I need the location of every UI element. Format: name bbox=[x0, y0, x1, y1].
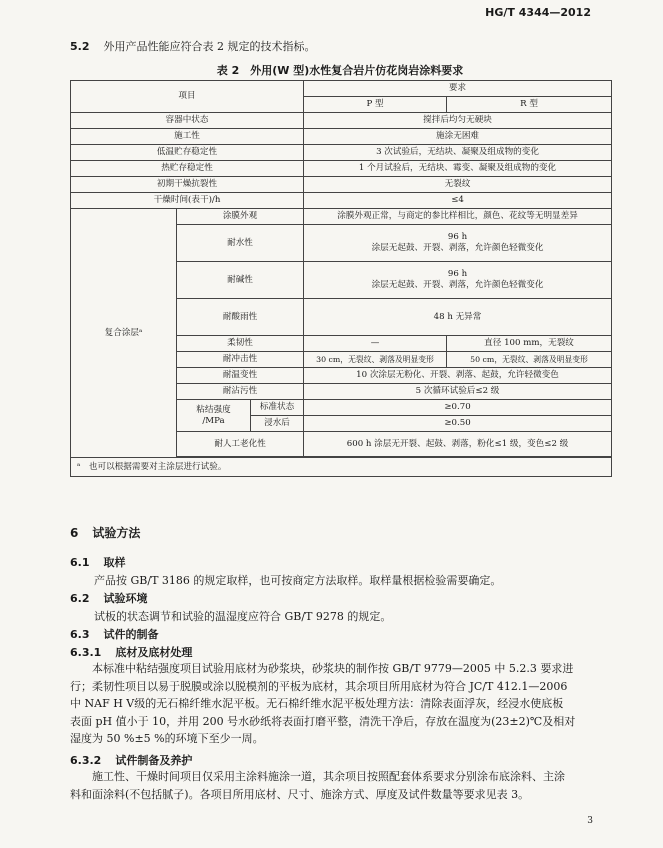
bond-strength-label: 粘结强度 /MPa bbox=[177, 400, 251, 432]
clause-6-1-title: 6.1 取样 bbox=[70, 556, 126, 569]
table-row: 初期干燥抗裂性 bbox=[71, 177, 304, 193]
header-r-type: R 型 bbox=[447, 97, 612, 113]
table-row: 涂膜外观 bbox=[177, 209, 304, 225]
header-item: 项目 bbox=[71, 81, 304, 113]
section-6: 6 试验方法 bbox=[70, 526, 141, 540]
table-row: 低温贮存稳定性 bbox=[71, 145, 304, 161]
header-requirement: 要求 bbox=[304, 81, 612, 97]
table-footnote: ᵃ 也可以根据需要对主涂层进行试验。 bbox=[71, 458, 612, 477]
table-row: 耐水性 bbox=[177, 225, 304, 262]
clause-6-3-2-title: 6.3.2 试件制备及养护 bbox=[70, 754, 193, 767]
table-row: 耐酸雨性 bbox=[177, 299, 304, 336]
page-number: 3 bbox=[587, 816, 593, 826]
table-row: 耐温变性 bbox=[177, 368, 304, 384]
clause-6-3-1-title: 6.3.1 底材及底材处理 bbox=[70, 646, 193, 659]
table-row: 耐沾污性 bbox=[177, 384, 304, 400]
clause-6-1-body: 产品按 GB/T 3186 的规定取样，也可按商定方法取样。取样量根据检验需要确定。 bbox=[94, 574, 502, 587]
clause-6-2-body: 试板的状态调节和试验的温湿度应符合 GB/T 9278 的规定。 bbox=[94, 610, 392, 623]
clause-6-3-title: 6.3 试件的制备 bbox=[70, 628, 159, 641]
table-row: 容器中状态 bbox=[71, 113, 304, 129]
clause-6-3-1-body: 本标准中粘结强度项目试验用底材为砂浆块，砂浆块的制作按 GB/T 9779—2005 中 5.2.3 要求进 行；柔韧性项目以易于脱膜或涂以脱模剂的平板为底材，其余项目所用底材为符合 JC/T 412.1—2006 中 NAF H Ⅴ级的无石棉纤维水泥平板。无石棉纤维水泥平板处理方法：清除表面浮灰，经浸水使底板 表面 pH 值小于 10，并用 200 号水砂纸将表面打磨平整，清洗干净后，存放在温度为(23±2)℃及相对 湿度为 50 %±5 %的环境下至少一周。 bbox=[70, 662, 576, 746]
standard-number: HG/T 4344—2012 bbox=[485, 6, 591, 19]
table-row: 干燥时间(表干)/h bbox=[71, 193, 304, 209]
table-row: 耐人工老化性 bbox=[177, 432, 304, 457]
table-row: 耐冲击性 bbox=[177, 352, 304, 368]
clause-5-2: 5.2 外用产品性能应符合表 2 规定的技术指标。 bbox=[70, 40, 316, 53]
clause-6-3-2-body: 施工性、干燥时间项目仅采用主涂料施涂一道，其余项目按照配套体系要求分别涂布底涂料、主涂 料和面涂料(不包括腻子)。各项目所用底材、尺寸、施涂方式、厚度及试件数量等要求见表 3。 bbox=[70, 770, 565, 801]
requirements-table: 项目 要求 P 型 R 型 容器中状态 搅拌后均匀无硬块 施工性 施涂无困难 低温贮存稳定性 3 次试验后，无结块、凝聚及组成物的变化 热贮存稳定性 1 个月试验后，无结块、霉变、凝聚及组成物的变化 初期干燥抗裂性 无裂纹 干燥时间(表干)/h ≤4 复合涂层ᵃ 涂膜外观 涂膜外观正常，与商定的参比样相比，颜色、花纹等无明显差异 耐水性 96 h 涂层无起鼓、开裂、剥落，允许颜色轻微变化 耐碱性 96 h 涂层无起鼓、开裂、剥落，允许颜色轻微变化 耐酸雨性 48 h 无异常 柔韧性 — 直径 100 mm，无裂纹 耐冲击性 30 cm，无裂纹、剥落及明显变形 50 cm，无裂纹、剥落及明显变形 耐温变性 10 次涂层无粉化、开裂、剥落、起鼓，允许轻微变色 耐沾污性 5 次循环试验后≤2 级 粘结强度 /MPa 标准状态 ≥0.70 浸水后 ≥0.50 耐人工老化性 600 h 涂层无开裂、起鼓、剥落，粉化≤1 级，变色≤2 级 ᵃ 也可以根据需要对主涂层进行试验。 bbox=[70, 80, 612, 477]
clause-6-2-title: 6.2 试验环境 bbox=[70, 592, 148, 605]
header-p-type: P 型 bbox=[304, 97, 447, 113]
table-row: 热贮存稳定性 bbox=[71, 161, 304, 177]
table-row: 耐碱性 bbox=[177, 262, 304, 299]
composite-coating-group: 复合涂层ᵃ bbox=[71, 209, 177, 458]
table-caption: 表 2 外用(W 型)水性复合岩片仿花岗岩涂料要求 bbox=[216, 64, 464, 77]
table-row: 施工性 bbox=[71, 129, 304, 145]
table-row: 柔韧性 bbox=[177, 336, 304, 352]
